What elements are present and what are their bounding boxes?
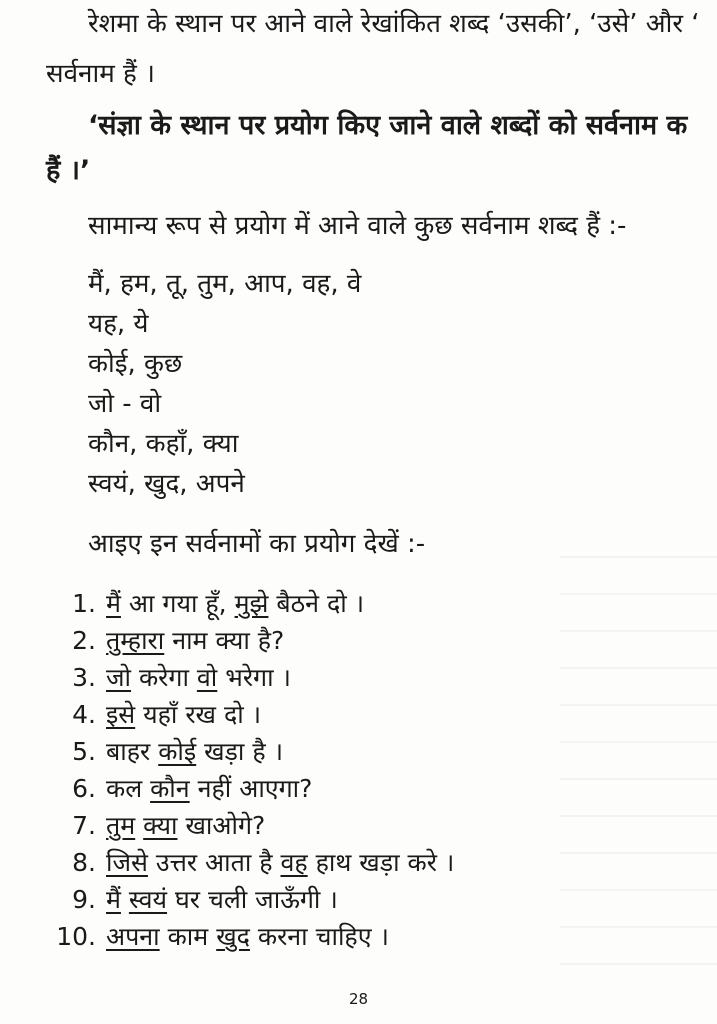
example-text bbox=[106, 771, 312, 805]
example-text bbox=[106, 734, 283, 768]
example-sentence bbox=[50, 771, 454, 808]
sentence-fragment: आ गया हूँ, bbox=[120, 589, 235, 618]
usage-heading: आइए इन सर्वनामों का प्रयोग देखें :- bbox=[88, 529, 426, 559]
example-number: 4. bbox=[72, 700, 96, 729]
underlined-pronoun: मुझे bbox=[234, 589, 269, 618]
example-sentence bbox=[50, 882, 454, 919]
example-text bbox=[106, 697, 261, 731]
sentence-fragment bbox=[121, 885, 129, 914]
example-number: 2. bbox=[72, 626, 96, 655]
sentence-fragment: खड़ा है । bbox=[196, 737, 284, 766]
underlined-pronoun: अपना bbox=[106, 922, 160, 951]
sentence-fragment: बाहर bbox=[106, 737, 159, 766]
sentence-fragment: करेगा bbox=[131, 663, 197, 692]
pronoun-group: यह, ये bbox=[88, 309, 149, 339]
example-text bbox=[106, 623, 284, 657]
sentence-fragment: भरेगा । bbox=[217, 663, 292, 692]
underlined-pronoun: तुम bbox=[106, 811, 136, 840]
example-number: 10. bbox=[56, 922, 96, 951]
intro-line-2: सर्वनाम हैं । bbox=[46, 59, 155, 89]
example-sentence bbox=[50, 808, 454, 845]
underlined-pronoun: खुद bbox=[216, 922, 250, 951]
common-pronouns-heading: सामान्य रूप से प्रयोग में आने वाले कुछ सर्वनाम शब्द हैं :- bbox=[88, 211, 627, 241]
bleed-through-background bbox=[560, 545, 717, 965]
underlined-pronoun: जिसे bbox=[106, 848, 148, 877]
sentence-fragment: काम bbox=[159, 922, 217, 951]
sentence-fragment bbox=[135, 811, 143, 840]
sentence-fragment: करना चाहिए । bbox=[249, 922, 389, 951]
example-sentence bbox=[50, 586, 454, 623]
example-number: 6. bbox=[72, 774, 96, 803]
intro-line-1: रेशमा के स्थान पर आने वाले रेखांकित शब्द ‘उसकी’, ‘उसे’ और ‘ bbox=[88, 9, 700, 39]
example-sentence bbox=[50, 697, 454, 734]
underlined-pronoun: वो bbox=[196, 663, 218, 692]
example-text bbox=[106, 882, 338, 916]
page-number: 28 bbox=[348, 990, 369, 1008]
example-number: 5. bbox=[72, 737, 96, 766]
sentence-fragment: कल bbox=[106, 774, 151, 803]
example-number: 1. bbox=[72, 589, 96, 618]
pronoun-group: कोई, कुछ bbox=[88, 349, 183, 379]
pronoun-group: मैं, हम, तू, तुम, आप, वह, वे bbox=[88, 269, 362, 299]
example-sentence bbox=[50, 660, 454, 697]
pronoun-group: स्वयं, खुद, अपने bbox=[88, 469, 245, 499]
example-sentence bbox=[50, 845, 454, 882]
example-text bbox=[106, 660, 291, 694]
underlined-pronoun: कौन bbox=[150, 774, 190, 803]
example-sentence bbox=[50, 734, 454, 771]
example-text bbox=[106, 586, 364, 620]
definition-line-2: हैं ।’ bbox=[46, 155, 91, 186]
underlined-pronoun: जो bbox=[106, 663, 132, 692]
example-number: 7. bbox=[72, 811, 96, 840]
example-text bbox=[106, 845, 454, 879]
underlined-pronoun: वह bbox=[280, 848, 308, 877]
example-text bbox=[106, 919, 389, 953]
example-number: 8. bbox=[72, 848, 96, 877]
sentence-fragment: घर चली जाऊँगी । bbox=[167, 885, 338, 914]
underlined-pronoun: मैं bbox=[106, 885, 121, 914]
example-sentence bbox=[50, 623, 454, 660]
underlined-pronoun: कोई bbox=[158, 737, 197, 766]
underlined-pronoun: तुम्हारा bbox=[106, 626, 165, 655]
example-sentence-list bbox=[50, 586, 454, 956]
underlined-pronoun: क्या bbox=[143, 811, 178, 840]
underlined-pronoun: इसे bbox=[106, 700, 136, 729]
pronoun-group: कौन, कहाँ, क्या bbox=[88, 429, 239, 459]
example-number: 9. bbox=[72, 885, 96, 914]
example-text bbox=[106, 808, 265, 842]
example-sentence bbox=[50, 919, 454, 956]
underlined-pronoun: स्वयं bbox=[128, 885, 168, 914]
example-number: 3. bbox=[72, 663, 96, 692]
sentence-fragment: बैठने दो । bbox=[268, 589, 365, 618]
definition-line-1: ‘संज्ञा के स्थान पर प्रयोग किए जाने वाले शब्दों को सर्वनाम क bbox=[88, 110, 688, 141]
sentence-fragment: नहीं आएगा? bbox=[189, 774, 313, 803]
pronoun-group: जो - वो bbox=[88, 389, 162, 419]
sentence-fragment: उत्तर आता है bbox=[147, 848, 281, 877]
sentence-fragment: नाम क्या है? bbox=[164, 626, 285, 655]
sentence-fragment: यहाँ रख दो । bbox=[135, 700, 262, 729]
underlined-pronoun: मैं bbox=[106, 589, 121, 618]
sentence-fragment: खाओगे? bbox=[177, 811, 266, 840]
sentence-fragment: हाथ खड़ा करे । bbox=[307, 848, 455, 877]
